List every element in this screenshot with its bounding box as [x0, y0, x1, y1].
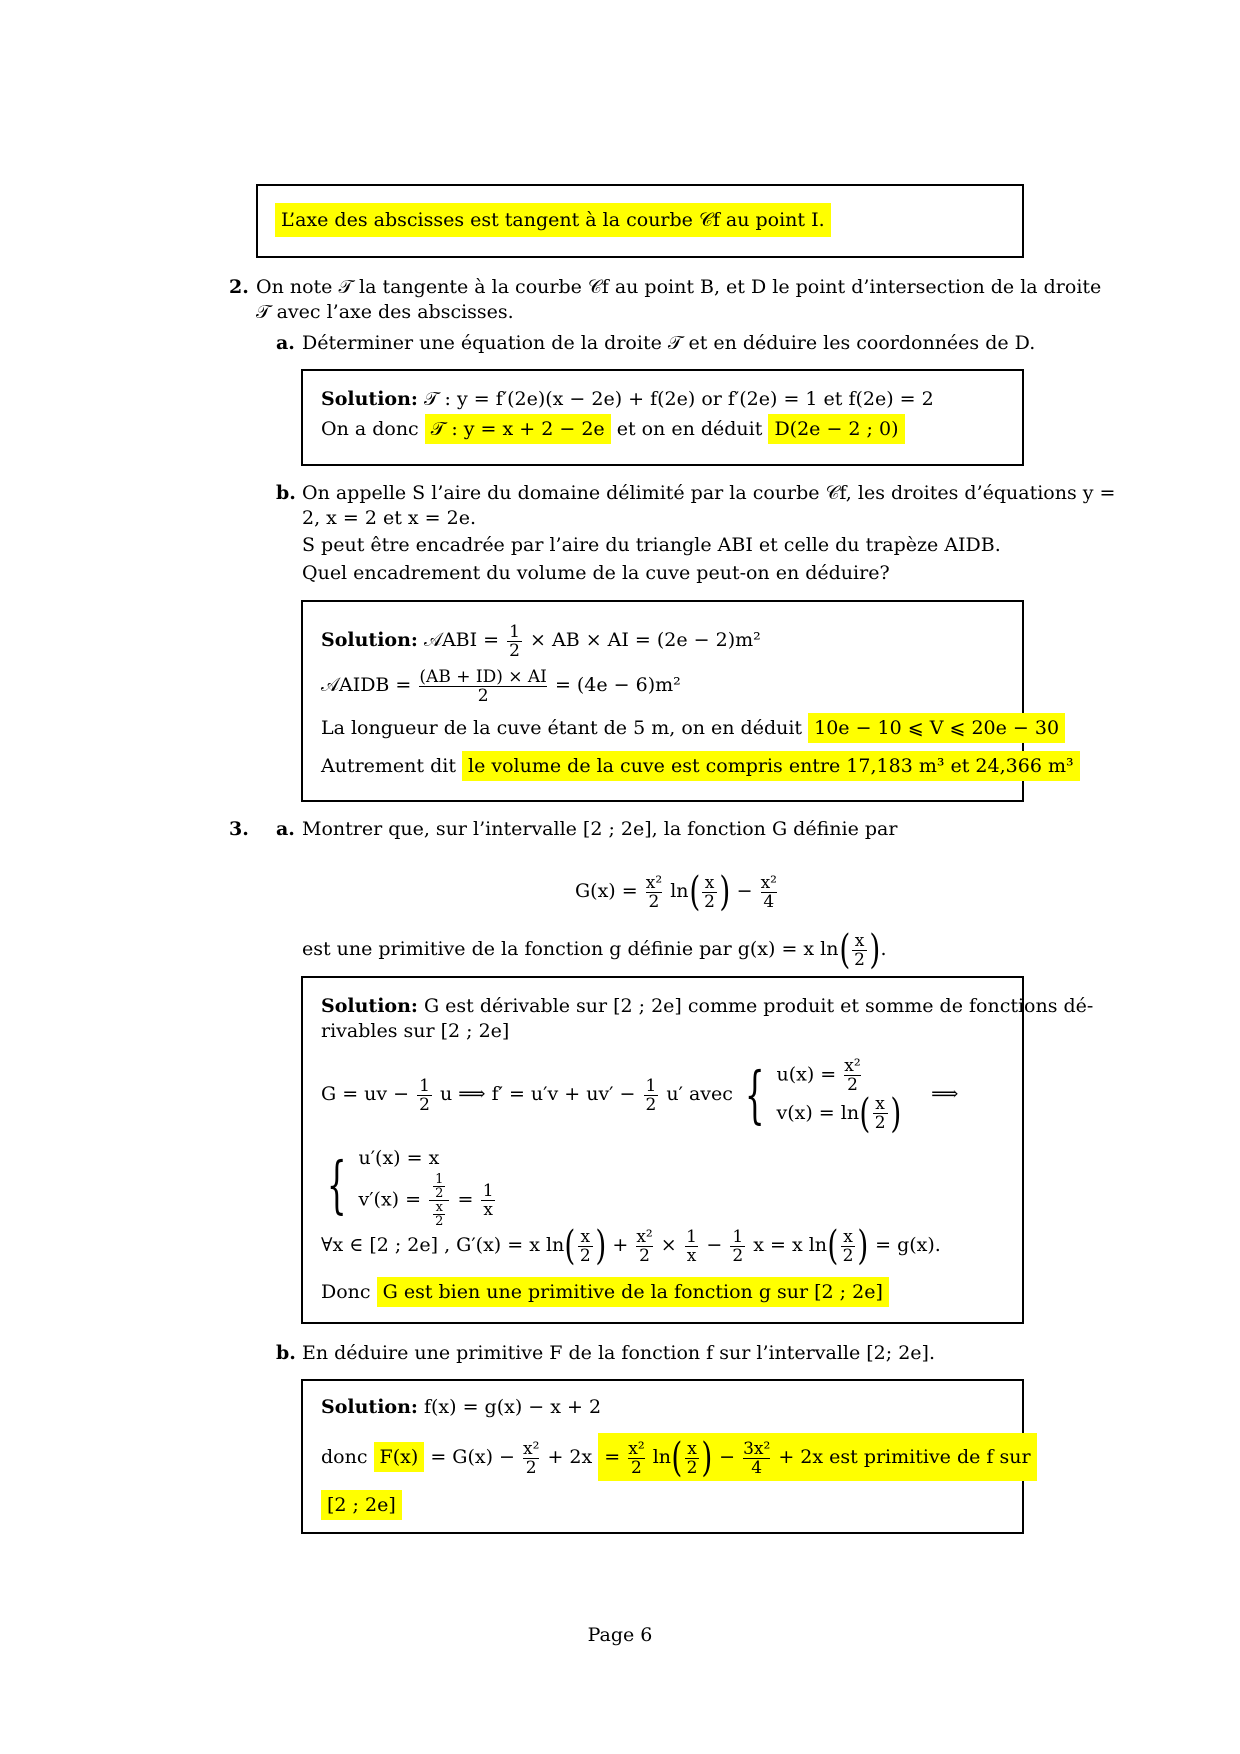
volume-range-highlight: le volume de la cuve est compris entre 17,183 m³ et 24,366 m³ — [462, 751, 1080, 781]
question-2b-line1: On appelle S l’aire du domaine délimité par la courbe 𝒞f, les droites d’équations y = — [302, 482, 1116, 504]
primitive-g-highlight: G est bien une primitive de la fonction g sur [2 ; 2e] — [377, 1277, 889, 1307]
tangent-equation: 𝒯 : y = f′(2e)(x − 2e) + f(2e) or f′(2e) = 1 et f(2e) = 2 — [423, 388, 934, 410]
longueur-text: La longueur de la cuve étant de 5 m, on en déduit — [321, 717, 803, 739]
derivable-text-line2: rivables sur [2 ; 2e] — [321, 1020, 510, 1042]
conclusion-box-axis — [256, 184, 1024, 258]
on-a-donc-text: On a donc — [321, 418, 419, 440]
fraction-x-over-2: $\frac{x}{2}$ — [704, 872, 715, 912]
question-2b-label: b. — [276, 482, 296, 504]
F-highlight: F(x) — [374, 1442, 425, 1472]
fraction-x2-over-4: $\frac{\text{x²}}{4}$ — [760, 872, 777, 912]
primitive-expression-highlight: = $\frac{\text{x²}}{2}$ ln( $\frac{x}{2}$ ) − $\frac{\text{3x²}}{4}$ + 2x est primitive de f sur — [598, 1433, 1036, 1481]
volume-inequality-highlight: 10e − 10 ⩽ V ⩽ 20e − 30 — [808, 713, 1065, 743]
derivatives-system: { u′(x) = x v′(x) = $\frac{\frac{1}{2}}{\frac{x}{2}}$ = $\frac{1}{x}$ — [326, 1146, 494, 1229]
question-3a-after: est une primitive de la fonction g définie par g(x) = x ln( $\frac{x}{2}$ ). — [302, 927, 887, 973]
question-2-text-line1: On note 𝒯 la tangente à la courbe 𝒞f au point B, et D le point d’intersection de la droite — [256, 276, 1102, 298]
solution-box-2a — [301, 369, 1024, 466]
autrement-dit-text: Autrement dit — [321, 755, 456, 777]
derivative-formula: G = uv − $\frac{1}{2}$ u ⟹ f′ = u′v + uv′ − $\frac{1}{2}$ u′ avec { u(x) = $\frac{\text{x²}}{2}$ v(x) = ln( $\frac{x}{2}$ ) ⟹ — [321, 1055, 959, 1137]
question-3a-label: a. — [276, 818, 295, 840]
uv-system: u(x) = $\frac{\text{x²}}{2}$ v(x) = ln( $\frac{x}{2}$ ) — [776, 1055, 901, 1137]
question-2-number: 2. — [229, 276, 249, 298]
formula-g: G(x) = $\frac{\text{x²}}{2}$ ln( $\frac{x}{2}$ ) − $\frac{\text{x²}}{4}$ — [575, 869, 777, 915]
axis-tangent-highlight: L’axe des abscisses est tangent à la courbe 𝒞f au point I. — [275, 203, 831, 237]
area-aidb-rhs: = (4e − 6)m² — [554, 674, 681, 696]
question-2b-line4: Quel encadrement du volume de la cuve peut-on en déduire? — [302, 562, 890, 584]
question-2b-line3: S peut être encadrée par l’aire du triangle ABI et celle du trapèze AIDB. — [302, 534, 1001, 556]
solution-box-3a — [301, 976, 1094, 1324]
solution-box-3b — [301, 1379, 1031, 1534]
deduit-text: et on en déduit — [616, 418, 763, 440]
g-prime-verification: ∀x ∈ [2 ; 2e] , G′(x) = x ln( $\frac{x}{2}$ ) + $\frac{\text{x²}}{2}$ × $\frac{1}{x}$ − $\frac{1}{2}$ x = x ln( $\frac{x}{2}$ ) = g(x). — [321, 1223, 941, 1269]
fraction-trapezoid: $\frac{(AB + ID) \times AI}{2}$ — [419, 666, 547, 706]
derivable-text-line1: G est dérivable sur [2 ; 2e] comme produit et somme de fonctions dé- — [423, 995, 1094, 1017]
fraction-x2-over-2: $\frac{\text{x²}}{2}$ — [645, 872, 663, 912]
solution-label: Solution: — [321, 995, 418, 1017]
question-2a-text: Déterminer une équation de la droite 𝒯 et en déduire les coordonnées de D. — [302, 332, 1036, 354]
area-aidb-lhs: 𝒜AIDB = — [321, 674, 412, 696]
question-2-text-line2: 𝒯 avec l’axe des abscisses. — [256, 301, 514, 323]
solution-label: Solution: — [321, 1396, 418, 1418]
solution-box-2b — [301, 600, 1074, 802]
solution-label: Solution: — [321, 388, 418, 410]
solution-label: Solution: — [321, 629, 418, 651]
fraction-one-half: $\frac{1}{2}$ — [509, 621, 520, 661]
question-3-number: 3. — [229, 818, 249, 840]
f-relation: f(x) = g(x) − x + 2 — [423, 1396, 602, 1418]
question-3a-text: Montrer que, sur l’intervalle [2 ; 2e], la fonction G définie par — [302, 818, 898, 840]
question-3b-label: b. — [276, 1342, 296, 1364]
primitive-f-formula: donc F(x) = G(x) − $\frac{\text{x²}}{2}$ + 2x = $\frac{\text{x²}}{2}$ ln( $\frac{x}{2}$ ) − $\frac{\text{3x²}}{4}$ + 2x est primitive de f sur — [321, 1429, 1037, 1485]
interval-highlight: [2 ; 2e] — [321, 1490, 402, 1520]
question-2a-label: a. — [276, 332, 295, 354]
point-d-highlight: D(2e − 2 ; 0) — [768, 414, 904, 444]
question-3b-text: En déduire une primitive F de la fonction f sur l’intervalle [2; 2e]. — [302, 1342, 935, 1364]
area-abi-rhs: × AB × AI = (2e − 2)m² — [530, 629, 761, 651]
tangent-result-highlight: 𝒯 : y = x + 2 − 2e — [425, 414, 611, 444]
page-number: Page 6 — [587, 1624, 653, 1646]
area-abi-lhs: 𝒜ABI = — [423, 629, 500, 651]
question-2b-line2: 2, x = 2 et x = 2e. — [302, 507, 477, 529]
donc-text: Donc — [321, 1281, 371, 1303]
